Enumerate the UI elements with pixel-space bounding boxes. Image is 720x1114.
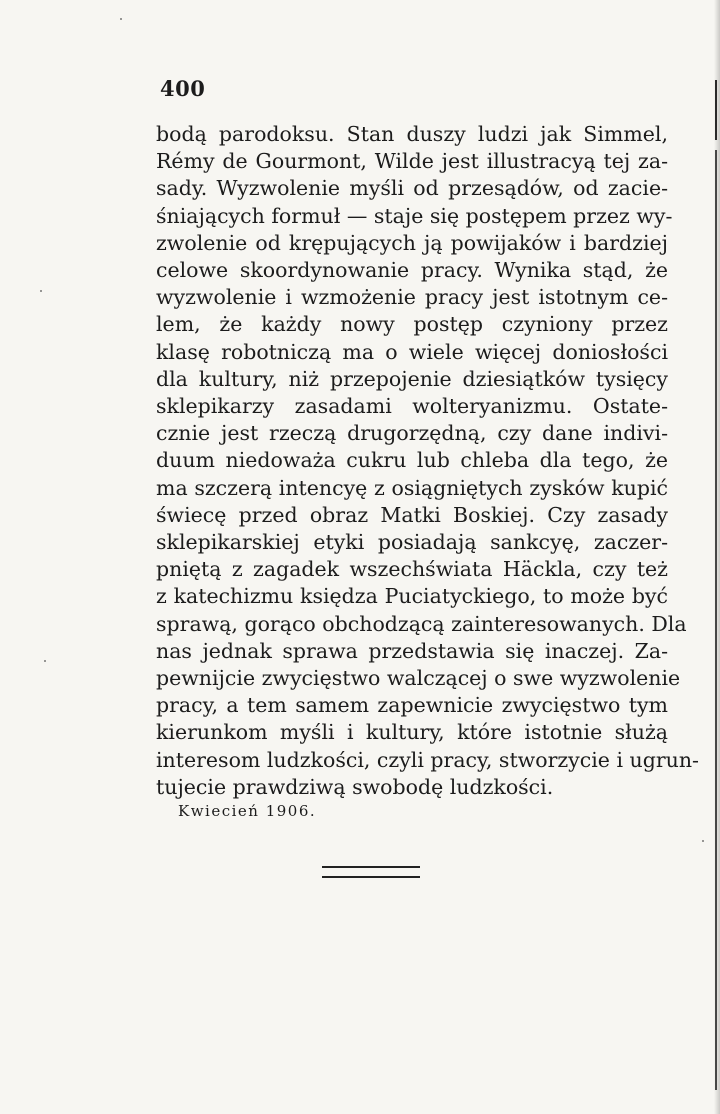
date-line: Kwiecień 1906. <box>178 802 317 820</box>
print-speck <box>702 840 704 842</box>
text-line: sklepikarzy zasadami wolteryanizmu. Ostate- <box>156 394 668 419</box>
print-speck <box>120 18 122 20</box>
text-line: sprawą, gorąco obchodzącą zainteresowanych. Dla <box>156 611 687 636</box>
text-line: nas jednak sprawa przedstawia się inaczej. Za- <box>156 638 668 663</box>
text-line: ma szczerą intencyę z osiągniętych zysków kupić <box>156 475 668 500</box>
body-text <box>156 121 699 801</box>
text-line: kierunkom myśli i kultury, które istotnie służą <box>156 720 668 745</box>
text-line: zwolenie od krępujących ją powijaków i bardziej <box>156 230 668 255</box>
page-edge-line <box>715 80 717 140</box>
text-line: celowe skoordynowanie pracy. Wynika stąd, że <box>156 258 668 283</box>
text-line: klasę robotniczą ma o wiele więcej doniosłości <box>156 339 668 364</box>
double-rule-bottom <box>322 876 420 878</box>
text-line: tujecie prawdziwą swobodę ludzkości. <box>156 774 554 799</box>
text-line: lem, że każdy nowy postęp czyniony przez <box>156 312 668 337</box>
print-speck <box>40 290 42 292</box>
page-edge-line <box>715 150 717 1090</box>
text-line: świecę przed obraz Matki Boskiej. Czy zasady <box>156 502 668 527</box>
text-line: pracy, a tem samem zapewnicie zwycięstwo tym <box>156 693 668 718</box>
double-rule-top <box>322 866 420 868</box>
text-line: dla kultury, niż przepojenie dziesiątków tysięcy <box>156 366 668 391</box>
text-line: interesom ludzkości, czyli pracy, stworzycie i ugrun- <box>156 747 699 772</box>
text-line: cznie jest rzeczą drugorzędną, czy dane indivi- <box>156 421 668 446</box>
text-line: sady. Wyzwolenie myśli od przesądów, od zacie- <box>156 176 668 201</box>
text-line: pewnijcie zwycięstwo walczącej o swe wyzwolenie <box>156 666 681 691</box>
text-line: śniających formuł — staje się postępem przez wy- <box>156 203 673 228</box>
page-number: 400 <box>160 76 206 101</box>
text-line: wyzwolenie i wzmożenie pracy jest istotnym ce- <box>156 285 668 310</box>
text-line: Rémy de Gourmont, Wilde jest illustracyą tej za- <box>156 149 668 174</box>
text-line: bodą parodoksu. Stan duszy ludzi jak Simmel, <box>156 122 668 146</box>
text-line: pniętą z zagadek wszechświata Häckla, czy też <box>156 557 668 582</box>
text-line: z katechizmu księdza Puciatyckiego, to może być <box>156 584 668 609</box>
text-line: duum niedoważa cukru lub chleba dla tego, że <box>156 448 668 473</box>
text-line: sklepikarskiej etyki posiadają sankcyę, zaczer- <box>156 530 668 555</box>
print-speck <box>44 660 46 662</box>
